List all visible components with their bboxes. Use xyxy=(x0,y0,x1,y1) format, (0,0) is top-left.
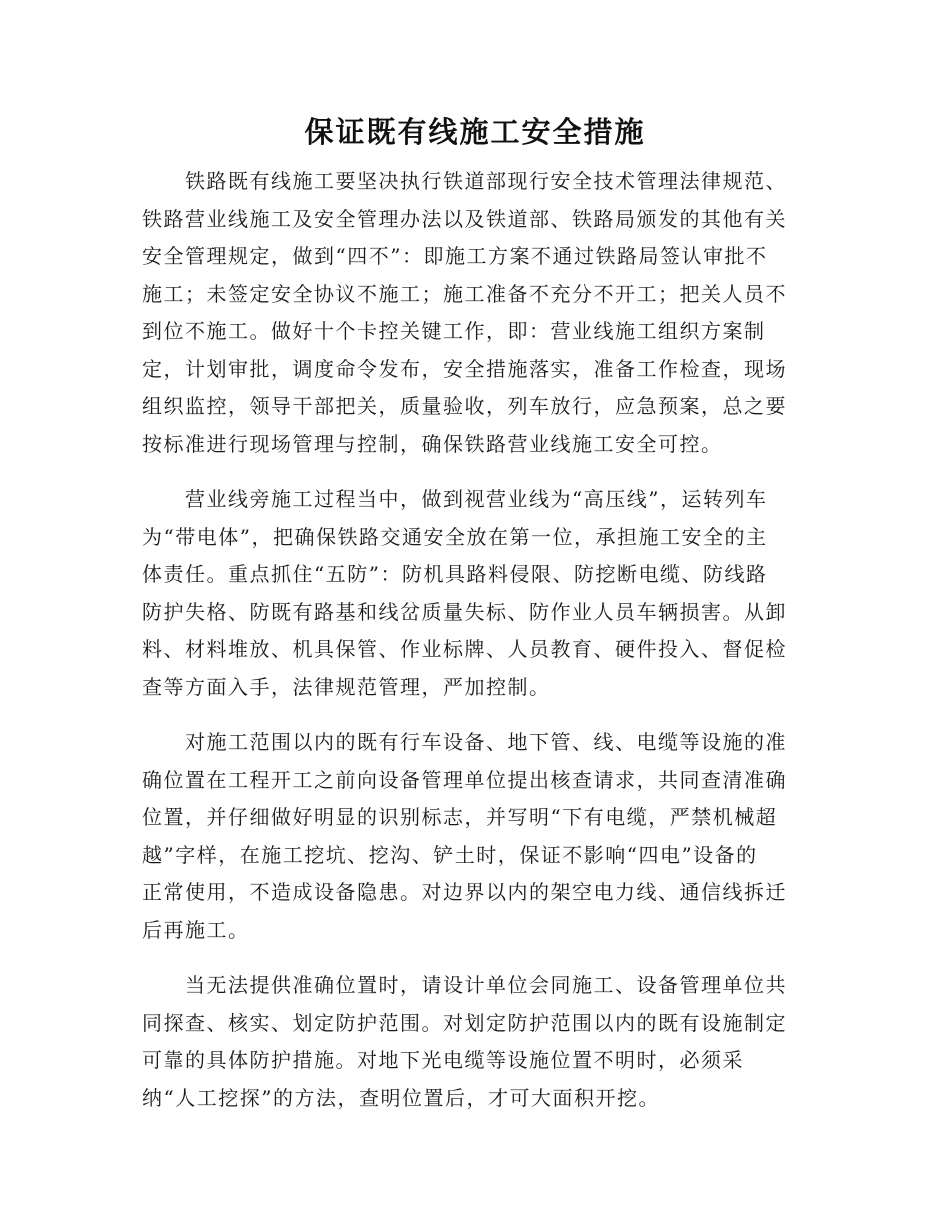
text-line: 组织监控，领导干部把关，质量验收，列车放行，应急预案，总之要 xyxy=(142,394,787,418)
text-line: 到位不施工。做好十个卡控关键工作，即：营业线施工组织方案制 xyxy=(142,319,766,343)
document-body xyxy=(142,163,814,1135)
text-line: 防护失格、防既有路基和线岔质量失标、防作业人员车辆损害。从卸 xyxy=(142,599,787,624)
text-line: 确位置在工程开工之前向设备管理单位提出核查请求，共同查清准确 xyxy=(142,767,787,792)
text-line: 安全管理规定，做到“四不”：即施工方案不通过铁路局签认审批不 xyxy=(142,244,768,268)
text-line: 可靠的具体防护措施。对地下光电缆等设施位置不明时，必须采 xyxy=(142,1048,744,1072)
paragraph-4 xyxy=(142,967,814,1117)
paragraph-2 xyxy=(142,481,814,706)
text-line: 铁路营业线施工及安全管理办法以及铁道部、铁路局颁发的其他有关 xyxy=(142,206,787,231)
text-line: 位置，并仔细做好明显的识别标志，并写明“下有电缆，严禁机械超 xyxy=(142,805,778,829)
text-line: 查等方面入手，法律规范管理，严加控制。 xyxy=(142,674,551,699)
text-line: 施工；未签定安全协议不施工；施工准备不充分不开工；把关人员不 xyxy=(142,281,787,306)
text-line: 越”字样，在施工挖坑、挖沟、铲土时，保证不影响“四电”设备的 xyxy=(142,842,758,867)
document-title: 保证既有线施工安全措施 xyxy=(304,115,646,149)
text-line: 为“带电体”，把确保铁路交通安全放在第一位，承担施工安全的主 xyxy=(142,524,768,549)
text-line: 后再施工。 xyxy=(142,917,250,942)
text-line: 体责任。重点抓住“五防”：防机具路料侵限、防挖断电缆、防线路 xyxy=(142,562,768,586)
text-line: 对施工范围以内的既有行车设备、地下管、线、电缆等设施的准 xyxy=(142,730,787,754)
text-line: 铁路既有线施工要坚决执行铁道部现行安全技术管理法律规范、 xyxy=(142,169,787,193)
text-line: 定，计划审批，调度命令发布，安全措施落实，准备工作检查，现场 xyxy=(142,356,787,381)
text-line: 按标准进行现场管理与控制，确保铁路营业线施工安全可控。 xyxy=(142,431,723,456)
text-line: 营业线旁施工过程当中，做到视营业线为“高压线”，运转列车 xyxy=(142,487,768,511)
text-line: 料、材料堆放、机具保管、作业标牌、人员教育、硬件投入、督促检 xyxy=(142,637,787,661)
paragraph-3 xyxy=(142,724,814,949)
text-line: 纳“人工挖探”的方法，查明位置后，才可大面积开挖。 xyxy=(142,1085,660,1110)
text-line: 当无法提供准确位置时，请设计单位会同施工、设备管理单位共 xyxy=(142,973,787,997)
text-line: 同探查、核实、划定防护范围。对划定防护范围以内的既有设施制定 xyxy=(142,1010,787,1035)
paragraph-1 xyxy=(142,163,814,463)
text-line: 正常使用，不造成设备隐患。对边界以内的架空电力线、通信线拆迁 xyxy=(142,880,787,904)
